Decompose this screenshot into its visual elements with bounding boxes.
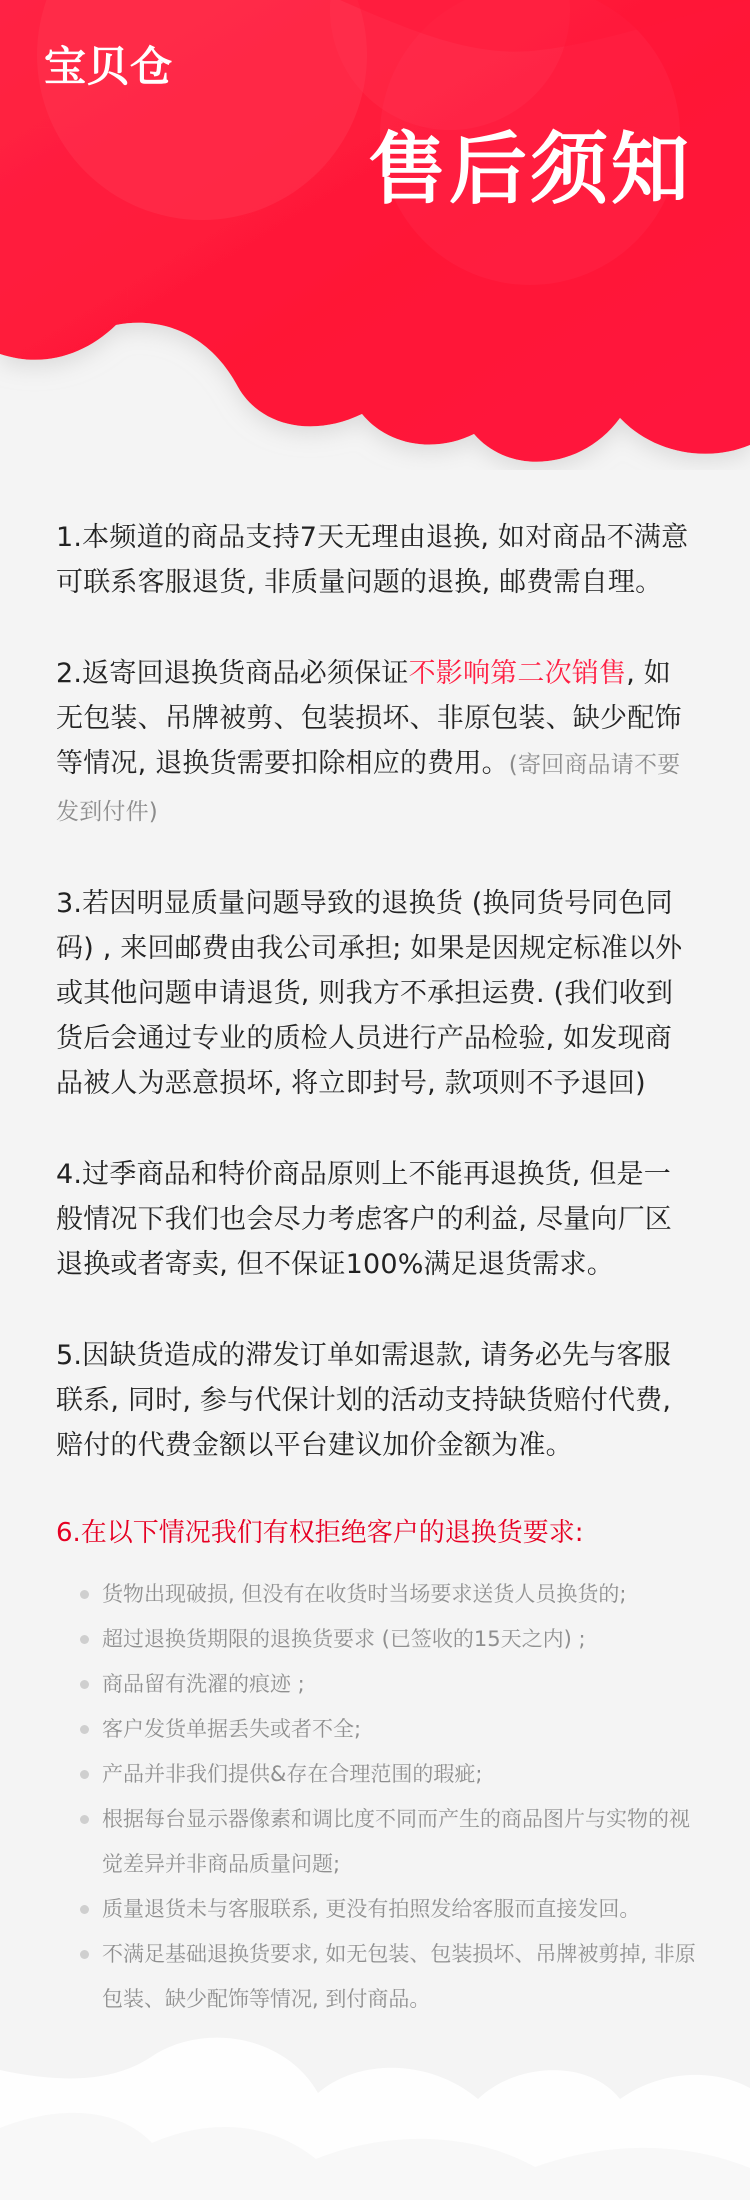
- rule-3-text: 若因明显质量问题导致的退换货 (换同货号同色同码) , 来回邮费由我公司承担; 如果是因规定标准以外或其他问题申请退货, 则我方不承担运费. (我们收到货后会通过专业的质检人员进行产品检验, 如发现商品被人为恶意损坏, 将立即封号, 款项则不予退回): [56, 888, 683, 1099]
- list-bullet-icon: [80, 1725, 89, 1734]
- rule-2-number: 2.: [56, 658, 83, 689]
- page-title: 售后须知: [367, 125, 692, 215]
- list-bullet-icon: [80, 1815, 89, 1824]
- refusal-list-item: [56, 1662, 696, 1707]
- list-bullet-icon: [80, 1905, 89, 1914]
- refusal-list-item: [56, 1887, 696, 1932]
- rule-1-text: 本频道的商品支持7天无理由退换, 如对商品不满意可联系客服退货, 非质量问题的退换, 邮费需自理。: [56, 522, 689, 598]
- rule-2: [56, 651, 696, 835]
- rule-3: [56, 881, 696, 1106]
- refusal-list-item: [56, 1707, 696, 1752]
- rule-4: [56, 1152, 696, 1287]
- rule-5-number: 5.: [56, 1340, 83, 1371]
- list-bullet-icon: [80, 1950, 89, 1959]
- rule-4-number: 4.: [56, 1159, 83, 1190]
- after-sales-rules: [56, 515, 696, 2022]
- rule-2-highlight: 不影响第二次销售: [408, 658, 627, 689]
- rule-1: [56, 515, 696, 605]
- refusal-item-text: 不满足基础退换货要求, 如无包装、包装损坏、吊牌被剪掉, 非原包装、缺少配饰等情况, 到付商品。: [102, 1942, 696, 2011]
- rule-3-number: 3.: [56, 888, 83, 919]
- refusal-item-text: 产品并非我们提供&存在合理范围的瑕疵;: [102, 1762, 483, 1786]
- refusal-item-text: 质量退货未与客服联系, 更没有拍照发给客服而直接发回。: [102, 1897, 641, 1921]
- refusal-list-item: [56, 1572, 696, 1617]
- refusal-conditions-list: [56, 1572, 696, 2022]
- rule-2-text-before: 返寄回退换货商品必须保证: [82, 658, 409, 689]
- refusal-item-text: 商品留有洗濯的痕迹 ;: [102, 1672, 305, 1696]
- refusal-list-item: [56, 1752, 696, 1797]
- rule-5: [56, 1333, 696, 1468]
- rule-2-note: (寄回商品请不要发到付件): [56, 752, 681, 825]
- refusal-list-item: [56, 1932, 696, 2022]
- rule-2-text-after: , 如无包装、吊牌被剪、包装损坏、非原包装、缺少配饰等情况, 退换货需要扣除相应的费用。: [56, 658, 682, 779]
- list-bullet-icon: [80, 1590, 89, 1599]
- refusal-item-text: 货物出现破损, 但没有在收货时当场要求送货人员换货的;: [102, 1582, 627, 1606]
- refusal-item-text: 超过退换货期限的退换货要求 (已签收的15天之内) ;: [102, 1627, 586, 1651]
- rule-4-text: 过季商品和特价商品原则上不能再退换货, 但是一般情况下我们也会尽力考虑客户的利益, 尽量向厂区退换或者寄卖, 但不保证100%满足退货需求。: [56, 1159, 672, 1280]
- refusal-item-text: 根据每台显示器像素和调比度不同而产生的商品图片与实物的视觉差异并非商品质量问题;: [102, 1807, 690, 1876]
- refusal-list-item: [56, 1797, 696, 1887]
- refusal-list-item: [56, 1617, 696, 1662]
- rule-1-number: 1.: [56, 522, 83, 553]
- refusal-conditions-title: 6.在以下情况我们有权拒绝客户的退换货要求:: [56, 1518, 584, 1548]
- list-bullet-icon: [80, 1770, 89, 1779]
- list-bullet-icon: [80, 1635, 89, 1644]
- brand-logo: 宝贝仓: [44, 42, 174, 91]
- white-cloud-footer-background: [0, 2035, 750, 2200]
- list-bullet-icon: [80, 1680, 89, 1689]
- rule-5-text: 因缺货造成的滞发订单如需退款, 请务必先与客服联系, 同时, 参与代保计划的活动支持缺货赔付代费, 赔付的代费金额以平台建议加价金额为准。: [56, 1340, 672, 1461]
- refusal-item-text: 客户发货单据丢失或者不全;: [102, 1717, 362, 1741]
